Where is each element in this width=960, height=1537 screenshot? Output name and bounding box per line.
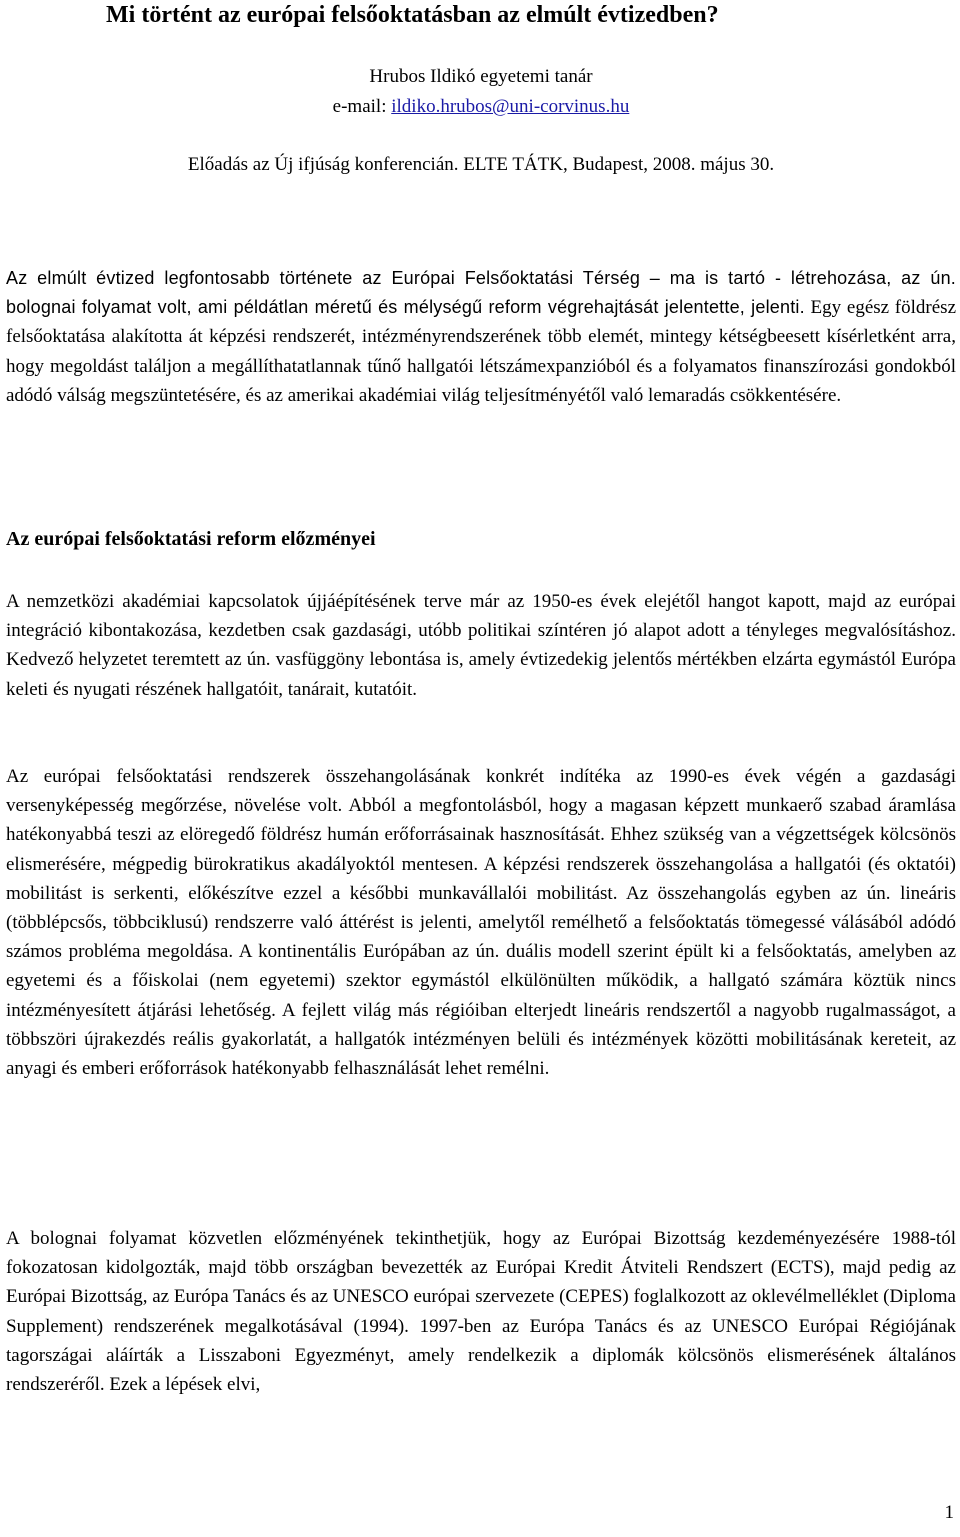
email-link[interactable]: ildiko.hrubos@uni-corvinus.hu [391, 96, 630, 117]
body-paragraph-2: A nemzetközi akadémiai kapcsolatok újjáépítésének terve már az 1950-es évek elejétől hangot kapott, majd az európai integráció kibontakozása, kezdetben csak gazdasági, utóbb politikai színtéren jó alapot adott a tényleges megvalósításhoz. Kedvező helyzetet teremtett az ún. vasfüggöny lebontása is, amely évtizedekig jelentős mértékben elzárta egymástól Európa keleti és nyugati részének hallgatóit, tanárait, kutatóit. [6, 591, 956, 700]
author-line: Hrubos Ildikó egyetemi tanár [369, 66, 593, 87]
email-line [6, 96, 956, 118]
body-paragraph-4: A bolognai folyamat közvetlen előzményének tekinthetjük, hogy az Európai Bizottság kezdeményezésére 1988-tól fokozatosan kidolgozták, majd több országban bevezették az Európai Kredit Átviteli Rendszert (ECTS), majd pedig az Európai Bizottság, az Európa Tanács és az UNESCO európai szervezete (CEPES) foglalkozott az oklevélmelléklet (Diploma Supplement) rendszerének megalkotásával (1994). 1997-ben az Európa Tanács és az UNESCO Európai Régiójának tagországai aláírták a Lisszaboni Egyezményt, amely rendelkezik a diplomák kölcsönös elismerésének általános rendszeréről. Ezek a lépések elvi, [6, 1228, 956, 1396]
page-number: 1 [944, 1502, 954, 1523]
document-title: Mi történt az európai felsőoktatásban az elmúlt évtizedben? [106, 2, 719, 28]
intro-sans-text: Az elmúlt évtized legfontosabb története az Európai Felsőoktatási Térség – ma is tartó - létrehozása, az ún. bolognai folyamat volt, ami példátlan méretű és mélységű reform végrehajtását jelentette, jelenti. [6, 268, 956, 318]
section-heading: Az európai felsőoktatási reform előzményei [6, 528, 376, 550]
body-paragraph-3: Az európai felsőoktatási rendszerek összehangolásának konkrét indítéka az 1990-es évek végén a gazdasági versenyképesség megőrzése, növelése volt. Abból a megfontolásból, hogy a magasan képzett munkaerő szabad áramlása hatékonyabbá teszi az elöregedő földrész humán erőforrásainak hasznosítását. Ehhez szükség van a végzettségek kölcsönös elismerésére, mégpedig bürokratikus akadályoktól mentesen. A képzési rendszerek összehangolása a hallgatói (és oktatói) mobilitást is serkenti, előkészítve ezzel a későbbi munkavállalói mobilitást. Az összehangolás egyben az ún. lineáris (többlépcsős, többciklusú) rendszerre való áttérést is jelenti, amelytől remélhető a felsőoktatás tömegessé válásából adódó számos probléma megoldása. A kontinentális Európában az ún. duális modell szerint épült ki a felsőoktatás, amelyben az egyetemi és a főiskolai (nem egyetemi) szektor egymástól elkülönülten működik, a hallgató számára köztük nincs intézményesített átjárási lehetőség. A fejlett világ más régióiban elterjedt lineáris rendszertől a nagyobb rugalmasságot, a többszöri újrakezdés reális gyakorlatát, a hallgatók intézményen belüli és intézmények közötti mobilitásának kereteit, az anyagi és emberi erőforrások hatékonyabb felhasználását lehet remélni. [6, 766, 956, 1080]
intro-paragraph [6, 264, 956, 410]
intro-serif-text: Egy egész földrész felsőoktatása alakította át képzési rendszerét, intézményrendszerének több elemét, mintegy kétségbeesett kísérletként arra, hogy megoldást találjon a megállíthatatlannak tűnő hallgatói létszámexpanzióból és a folyamatos finanszírozási gondokból adódó válság megszüntetésére, és az amerikai akadémiai világ teljesítményétől való lemaradás csökkentésére. [6, 297, 956, 406]
event-line: Előadás az Új ifjúság konferencián. ELTE TÁTK, Budapest, 2008. május 30. [187, 154, 775, 175]
email-label: e-mail: [332, 96, 392, 117]
